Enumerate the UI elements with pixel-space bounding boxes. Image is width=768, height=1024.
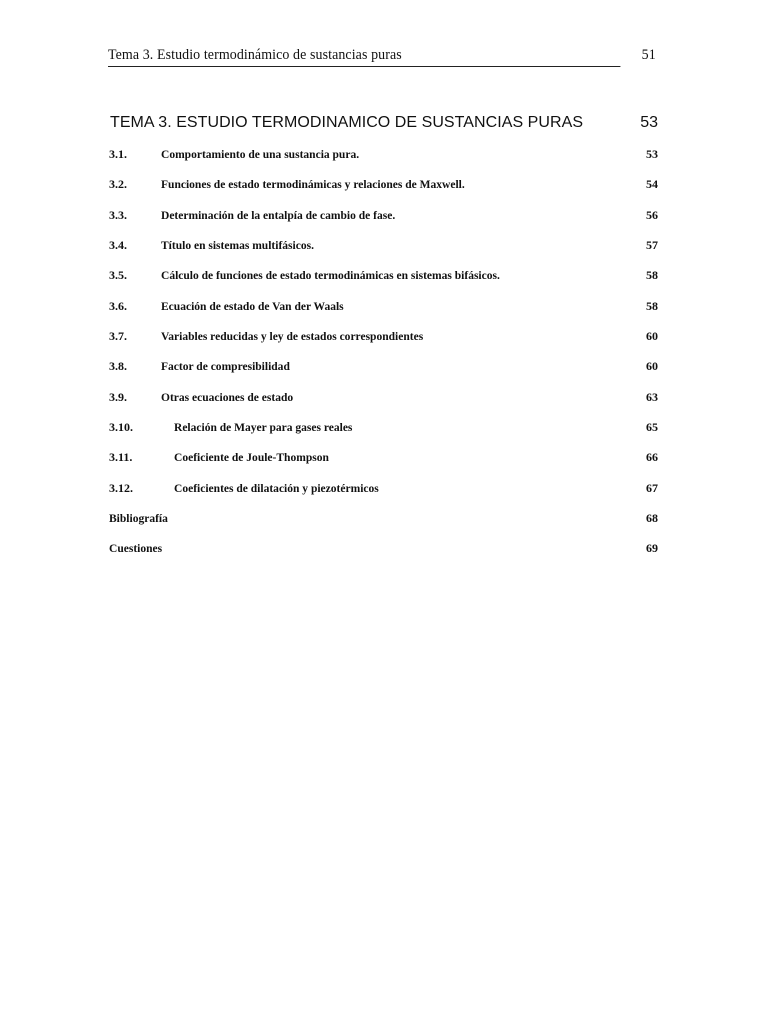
toc-entry-page: 67 <box>646 480 658 495</box>
toc-entry-page: 56 <box>646 207 658 222</box>
toc-entry-page: 53 <box>646 147 658 161</box>
toc-entry-number: 3.3. <box>109 207 127 222</box>
toc-entry <box>108 329 659 359</box>
toc-entry-label: Variables reducidas y ley de estados correspondientes <box>161 329 424 344</box>
toc-entry-page: 68 <box>646 511 658 526</box>
toc-entry-label: Coeficientes de dilatación y piezotérmicos <box>174 480 379 495</box>
toc-entry <box>108 481 659 511</box>
toc-entry-page: 60 <box>646 329 658 344</box>
toc-entry-label: Otras ecuaciones de estado <box>161 389 294 404</box>
toc-entry-page: 69 <box>646 541 658 556</box>
toc-entry <box>108 238 659 268</box>
running-header-page-number: 51 <box>641 47 656 63</box>
toc-entry-number: 3.7. <box>109 329 127 344</box>
toc-entry-label: Título en sistemas multifásicos. <box>161 238 314 253</box>
toc-entry-number: 3.1. <box>109 147 127 161</box>
toc-entry-label: Cuestiones <box>109 541 163 556</box>
toc-entry <box>108 390 659 420</box>
toc-entry-label: Funciones de estado termodinámicas y relaciones de Maxwell. <box>161 177 465 192</box>
running-header-title: Tema 3. Estudio termodinámico de sustancias puras <box>108 47 402 63</box>
toc-entry-number: 3.5. <box>109 268 127 283</box>
toc-entry-number: 3.8. <box>109 359 127 374</box>
toc-entry-page: 65 <box>646 420 658 435</box>
toc-entry <box>108 299 659 329</box>
toc-entry-page: 58 <box>646 268 658 283</box>
toc-entry-page: 58 <box>646 298 658 313</box>
toc-entry-label: Cálculo de funciones de estado termodinámicas en sistemas bifásicos. <box>161 268 500 283</box>
toc-entry-number: 3.11. <box>109 450 133 465</box>
toc-entry-label: Determinación de la entalpía de cambio de fase. <box>161 207 396 222</box>
toc-entry-label: Bibliografía <box>109 511 168 526</box>
toc-entry <box>108 359 659 389</box>
toc-entry-number: 3.2. <box>109 177 127 192</box>
toc-entry <box>108 450 659 480</box>
toc-entry <box>108 208 659 238</box>
chapter-title: TEMA 3. ESTUDIO TERMODINAMICO DE SUSTANCIAS PURAS <box>110 114 584 131</box>
toc-entry-page: 57 <box>646 238 658 253</box>
toc-entry-label: Coeficiente de Joule-Thompson <box>174 450 329 465</box>
toc-entry-page: 60 <box>646 359 658 374</box>
toc-entry-bibliography <box>108 511 659 541</box>
running-header <box>108 46 656 67</box>
chapter-heading <box>110 114 658 134</box>
toc-entry-label: Relación de Mayer para gases reales <box>174 420 353 435</box>
toc-entry <box>108 177 659 207</box>
toc-entry-number: 3.12. <box>109 480 133 495</box>
toc-entry-label: Factor de compresibilidad <box>161 359 290 374</box>
toc-entry <box>108 147 659 177</box>
toc-entry-questions <box>108 541 659 571</box>
toc-entry-number: 3.4. <box>109 238 127 253</box>
toc-entry-number: 3.6. <box>109 298 127 313</box>
toc-entry-page: 63 <box>646 389 658 404</box>
toc-entry-label: Ecuación de estado de Van der Waals <box>161 298 344 313</box>
toc-entry-number: 3.9. <box>109 389 127 404</box>
toc-entry <box>108 420 659 450</box>
toc-entry-page: 66 <box>646 450 658 465</box>
toc-entry-number: 3.10. <box>109 420 133 435</box>
toc-entry-label: Comportamiento de una sustancia pura. <box>161 147 360 161</box>
toc-entry-page: 54 <box>646 177 658 192</box>
toc-entry <box>108 268 659 298</box>
chapter-page: 53 <box>640 114 658 131</box>
table-of-contents <box>108 147 659 572</box>
